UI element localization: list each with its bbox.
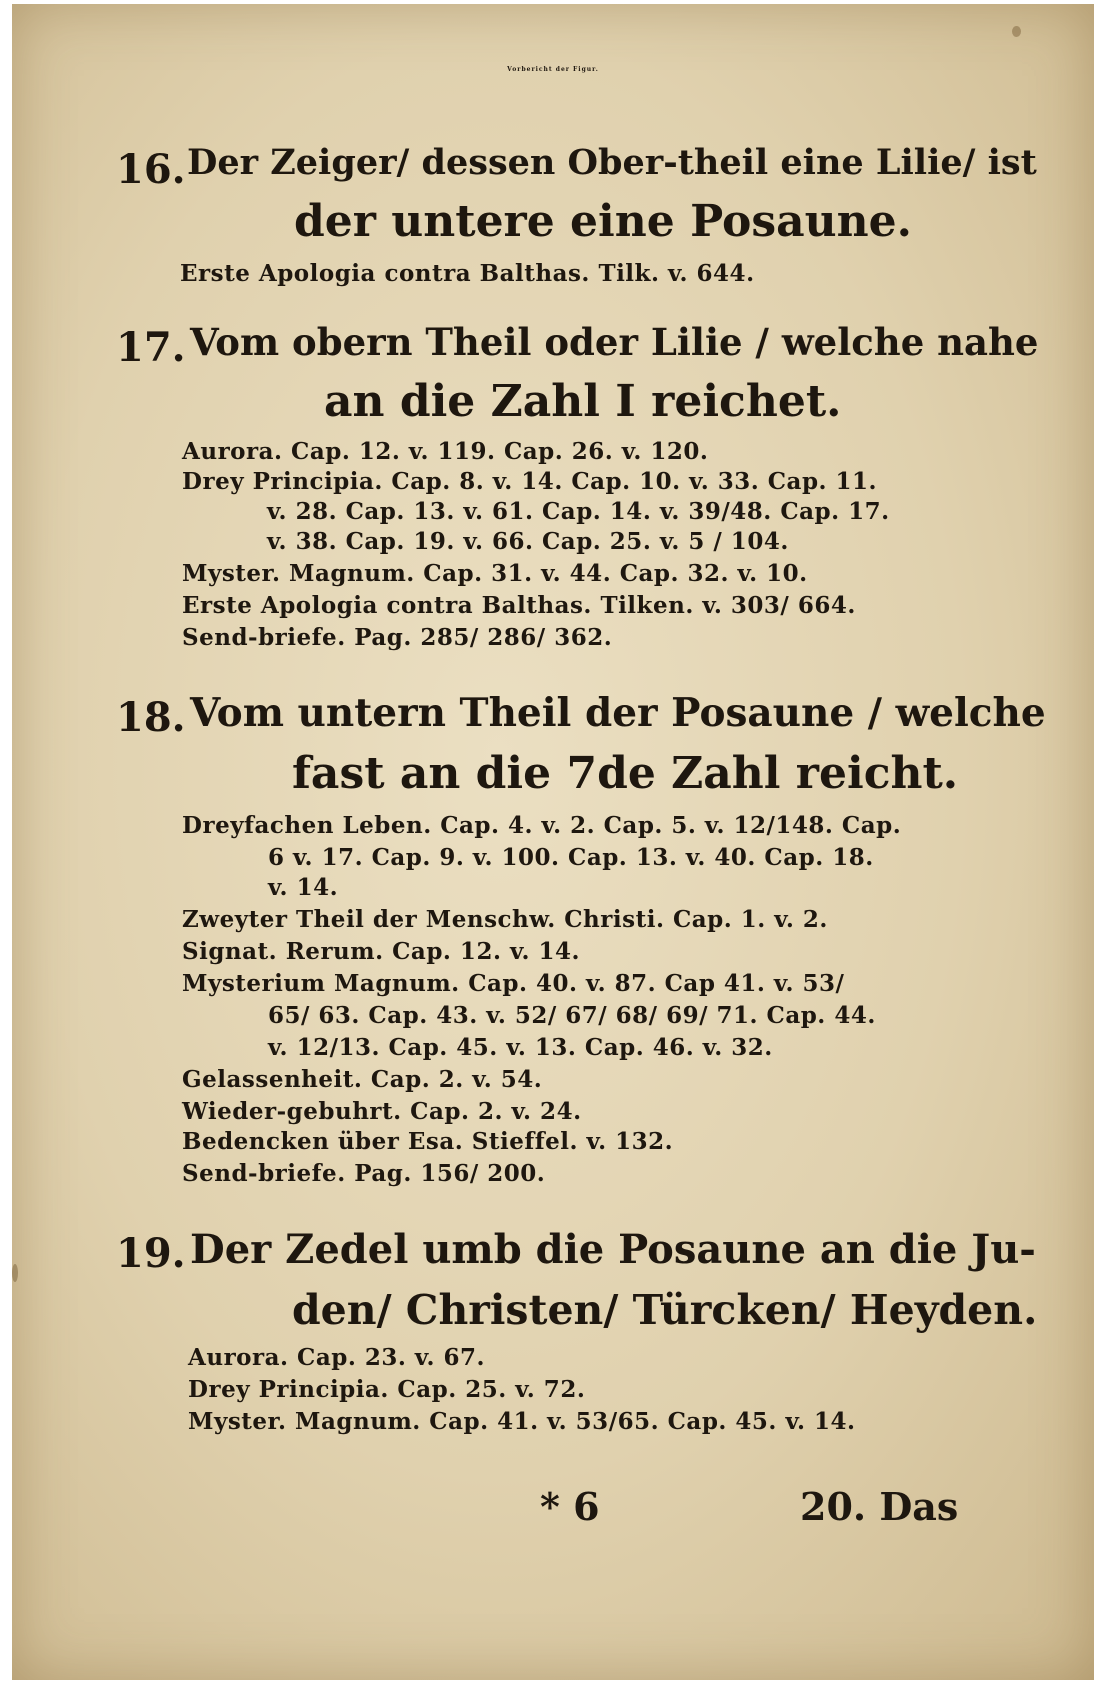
reference-line: Erste Apologia contra Balthas. Tilken. v. 303/ 664. bbox=[182, 592, 856, 619]
reference-line: v. 38. Cap. 19. v. 66. Cap. 25. v. 5 / 104. bbox=[267, 528, 789, 555]
entry-title-line: an die Zahl I reichet. bbox=[324, 376, 842, 427]
entry-title-line: der untere eine Posaune. bbox=[294, 196, 912, 247]
reference-line: 65/ 63. Cap. 43. v. 52/ 67/ 68/ 69/ 71. Cap. 44. bbox=[268, 1002, 876, 1029]
reference-line: v. 28. Cap. 13. v. 61. Cap. 14. v. 39/48. Cap. 17. bbox=[267, 498, 890, 525]
reference-line: Myster. Magnum. Cap. 31. v. 44. Cap. 32. v. 10. bbox=[182, 560, 808, 587]
reference-line: Bedencken über Esa. Stieffel. v. 132. bbox=[182, 1128, 674, 1155]
reference-line: Mysterium Magnum. Cap. 40. v. 87. Cap 41. v. 53/ bbox=[182, 970, 845, 997]
reference-line: Signat. Rerum. Cap. 12. v. 14. bbox=[182, 938, 581, 965]
reference-line: Wieder-gebuhrt. Cap. 2. v. 24. bbox=[182, 1098, 582, 1125]
reference-line: Myster. Magnum. Cap. 41. v. 53/65. Cap. 45. v. 14. bbox=[188, 1408, 856, 1435]
entry-number: 18. bbox=[116, 694, 186, 741]
signature-mark: * 6 bbox=[540, 1484, 600, 1529]
entry-title-line: Vom untern Theil der Posaune / welche bbox=[190, 690, 1046, 736]
reference-line: 6 v. 17. Cap. 9. v. 100. Cap. 13. v. 40. Cap. 18. bbox=[268, 844, 874, 871]
reference-line: Drey Principia. Cap. 25. v. 72. bbox=[188, 1376, 586, 1403]
entry-title-line: fast an die 7de Zahl reicht. bbox=[292, 748, 959, 799]
entry-title-line: Vom obern Theil oder Lilie / welche nahe bbox=[190, 320, 1039, 364]
ink-spot bbox=[1012, 26, 1021, 37]
reference-line: Zweyter Theil der Menschw. Christi. Cap. 1. v. 2. bbox=[182, 906, 828, 933]
catchword: 20. Das bbox=[800, 1484, 959, 1529]
entry-title-line: Der Zeiger/ dessen Ober-theil eine Lilie/ ist bbox=[187, 142, 1037, 183]
entry-number: 17. bbox=[116, 324, 186, 371]
reference-line: Aurora. Cap. 12. v. 119. Cap. 26. v. 120. bbox=[182, 438, 709, 465]
entry-number: 19. bbox=[116, 1230, 186, 1277]
reference-line: v. 14. bbox=[268, 874, 339, 901]
ink-spot bbox=[12, 1264, 18, 1282]
reference-line: Aurora. Cap. 23. v. 67. bbox=[188, 1344, 485, 1371]
entry-number: 16. bbox=[116, 146, 186, 193]
reference-line: Dreyfachen Leben. Cap. 4. v. 2. Cap. 5. v. 12/148. Cap. bbox=[182, 812, 902, 839]
reference-line: Send-briefe. Pag. 156/ 200. bbox=[182, 1160, 546, 1187]
reference-line: Drey Principia. Cap. 8. v. 14. Cap. 10. v. 33. Cap. 11. bbox=[182, 468, 878, 495]
reference-line: Gelassenheit. Cap. 2. v. 54. bbox=[182, 1066, 543, 1093]
book-page bbox=[12, 4, 1094, 1680]
reference-line: Send-briefe. Pag. 285/ 286/ 362. bbox=[182, 624, 613, 651]
running-header: Vorbericht der Figur. bbox=[507, 66, 599, 73]
entry-title-line: Der Zedel umb die Posaune an die Ju- bbox=[190, 1226, 1036, 1273]
reference-line: v. 12/13. Cap. 45. v. 13. Cap. 46. v. 32. bbox=[268, 1034, 773, 1061]
entry-title-line: den/ Christen/ Türcken/ Heyden. bbox=[292, 1286, 1038, 1334]
reference-line: Erste Apologia contra Balthas. Tilk. v. 644. bbox=[180, 260, 755, 287]
